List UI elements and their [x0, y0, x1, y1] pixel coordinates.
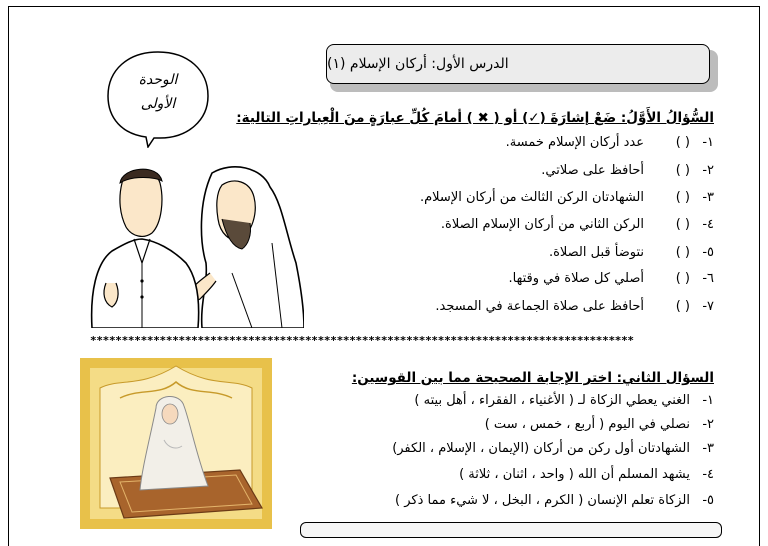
q1-item — [508, 268, 714, 290]
item-text: نتوضأ قبل الصلاة. — [548, 245, 644, 260]
answer-blank[interactable]: ( ) — [675, 217, 690, 232]
answer-blank[interactable]: ( ) — [675, 190, 690, 205]
q1-item — [435, 296, 714, 318]
item-text: أحافظ على صلاة الجماعة في المسجد. — [435, 299, 644, 314]
item-number: ١- — [702, 393, 714, 408]
item-text: أحافظ على صلاتي. — [541, 163, 644, 178]
item-text: الشهادتان الركن الثالث من أركان الإسلام. — [419, 190, 644, 205]
item-number: ٥- — [702, 493, 714, 508]
question-2-heading: السؤال الثاني: اختر الإجابة الصحيحة مما بين القوسين: — [351, 370, 714, 386]
item-text: الغني يعطي الزكاة لـ ( الأغنياء ، الفقراء ، أهل بيته ) — [414, 393, 690, 408]
q1-item — [441, 214, 714, 236]
next-section-box — [300, 522, 722, 538]
item-number: ٣- — [702, 190, 714, 205]
section-divider: ************************************************************************************** — [90, 334, 634, 347]
item-number: ١- — [702, 135, 714, 150]
item-number: ٤- — [702, 467, 714, 482]
item-number: ٦- — [702, 271, 714, 286]
bubble-line-1: الوحدة — [138, 72, 178, 88]
item-text: يشهد المسلم أن الله ( واحد ، اثنان ، ثلاثة ) — [459, 467, 690, 482]
lesson-title: الدرس الأول: أركان الإسلام (١) — [326, 44, 710, 84]
item-number: ٥- — [702, 245, 714, 260]
bubble-line-2: الأولى — [140, 96, 176, 112]
girl-praying-illustration — [80, 358, 272, 529]
q2-item — [459, 464, 714, 486]
item-text: عدد أركان الإسلام خمسة. — [505, 135, 644, 150]
answer-blank[interactable]: ( ) — [675, 135, 690, 150]
question-1-heading: السُّؤالُ الأَوَّلُ: ضَعْ إشارَةَ (✓) أو ( ✖ ) أمامَ كُلِّ عبارَةٍ منَ الْعِباراتِ التالية: — [236, 110, 714, 126]
q2-item — [395, 490, 714, 512]
item-number: ٢- — [702, 163, 714, 178]
answer-blank[interactable]: ( ) — [675, 245, 690, 260]
item-number: ٧- — [702, 299, 714, 314]
item-text: نصلي في اليوم ( أربع ، خمس ، ست ) — [484, 417, 690, 432]
item-text: الشهادتان أول ركن من أركان (الإيمان ، الإسلام ، الكفر) — [392, 441, 690, 456]
q2-item — [392, 438, 714, 460]
answer-blank[interactable]: ( ) — [675, 271, 690, 286]
q1-item — [506, 132, 714, 154]
unit-speech-bubble — [104, 48, 212, 148]
q1-item — [420, 187, 714, 209]
q2-item — [414, 390, 714, 412]
q2-item — [485, 414, 714, 436]
item-number: ٣- — [702, 441, 714, 456]
q1-item — [549, 242, 714, 264]
lesson-title-box — [326, 44, 714, 90]
answer-blank[interactable]: ( ) — [675, 299, 690, 314]
answer-blank[interactable]: ( ) — [675, 163, 690, 178]
item-number: ٢- — [702, 417, 714, 432]
item-text: الزكاة تعلم الإنسان ( الكرم ، البخل ، لا شيء مما ذكر ) — [395, 493, 690, 508]
bubble-text — [116, 68, 200, 116]
q1-item — [541, 160, 714, 182]
item-number: ٤- — [702, 217, 714, 232]
two-men-talking-illustration — [82, 163, 304, 328]
item-text: أصلي كل صلاة في وقتها. — [508, 271, 644, 286]
item-text: الركن الثاني من أركان الإسلام الصلاة. — [440, 217, 644, 232]
